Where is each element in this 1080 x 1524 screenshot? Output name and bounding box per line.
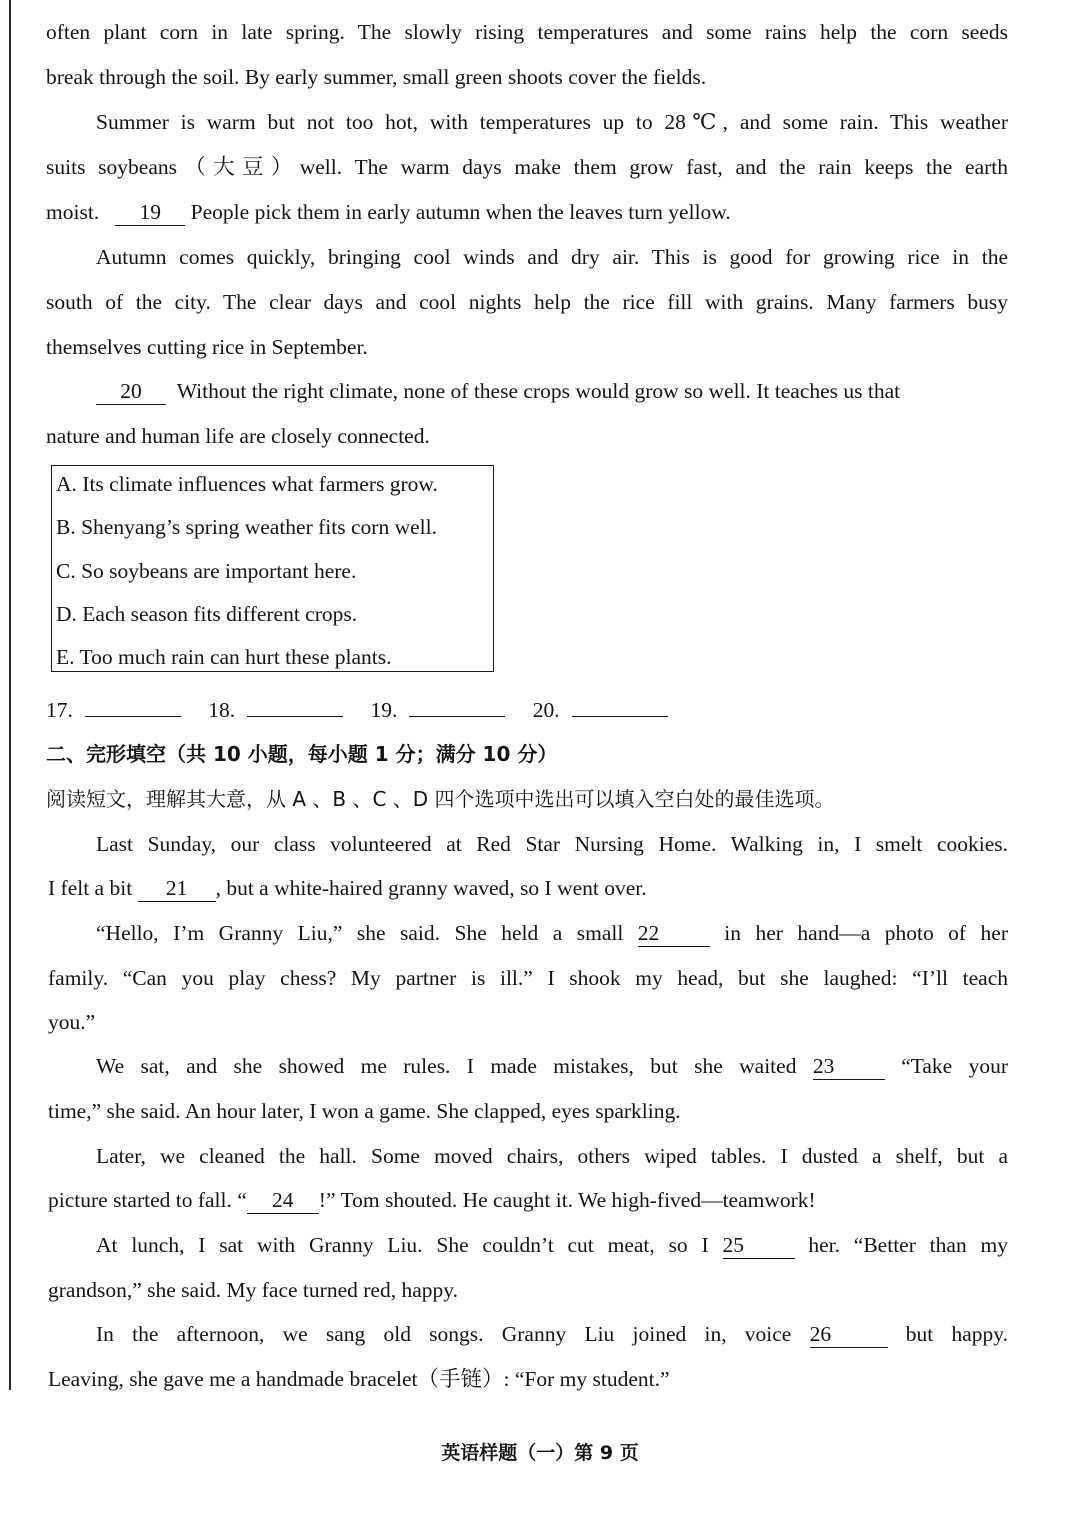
passage1-line: Autumn comes quickly, bringing cool winds and dry air. This is good for growing rice in the — [96, 245, 1008, 269]
passage2-text: !” Tom shouted. He caught it. We high-fived—teamwork! — [318, 1188, 816, 1212]
passage2-text: At lunch, I sat with Granny Liu. She couldn’t cut meat, so I — [96, 1233, 709, 1257]
section-instruction: 阅读短文，理解其大意，从 A 、B 、C 、D 四个选项中选出可以填入空白处的最佳选项。 — [46, 787, 835, 811]
section-heading: 二、完形填空（共 10 小题，每小题 1 分；满分 10 分） — [46, 742, 558, 766]
option-d — [56, 599, 357, 629]
blank-22[interactable]: 22 — [638, 920, 710, 947]
option-e — [56, 642, 391, 672]
option-letter: D. — [56, 602, 77, 626]
passage2-line — [48, 872, 1008, 904]
option-letter: A. — [56, 472, 77, 496]
passage2-line — [96, 917, 1008, 949]
passage2-line: family. “Can you play chess? My partner is ill.” I shook my head, but she laughed: “I’ll teach — [48, 966, 1008, 990]
passage2-line — [96, 1318, 1008, 1350]
blank-20[interactable]: 20 — [96, 378, 166, 405]
answer-blank[interactable] — [572, 716, 668, 717]
passage2-text: “Take your — [901, 1054, 1008, 1078]
passage1-text: Without the right climate, none of these crops would grow so well. It teaches us that — [176, 379, 901, 403]
passage1-line: themselves cutting rice in September. — [46, 335, 368, 359]
passage2-text: in her hand—a photo of her — [724, 921, 1009, 945]
passage2-text: picture started to fall. “ — [48, 1188, 247, 1212]
answer-row — [46, 694, 690, 726]
binding-margin-line — [9, 0, 11, 1390]
blank-25[interactable]: 25 — [723, 1232, 795, 1259]
passage1-line: break through the soil. By early summer, small green shoots cover the fields. — [46, 65, 707, 89]
passage1-line: south of the city. The clear days and cool nights help the rice fill with grains. Many farmers busy — [46, 290, 1008, 314]
passage1-line: often plant corn in late spring. The slowly rising temperatures and some rains help the corn seeds — [46, 20, 1008, 44]
answer-item-19 — [371, 694, 506, 726]
answer-blank[interactable] — [409, 716, 505, 717]
answer-item-17 — [46, 694, 181, 726]
passage2-text: In the afternoon, we sang old songs. Granny Liu joined in, voice — [96, 1322, 792, 1346]
option-text: Too much rain can hurt these plants. — [79, 645, 392, 669]
option-text: So soybeans are important here. — [81, 559, 357, 583]
options-box — [51, 465, 494, 672]
option-text: Shenyang’s spring weather fits corn well. — [81, 515, 437, 539]
passage1-line — [96, 375, 1008, 407]
passage1-line — [46, 196, 1008, 228]
passage1-text: People pick them in early autumn when the leaves turn yellow. — [190, 200, 731, 224]
page-footer: 英语样题（一）第 9 页 — [441, 1442, 639, 1464]
passage2-line: grandson,” she said. My face turned red, happy. — [48, 1278, 458, 1302]
option-letter: C. — [56, 559, 76, 583]
option-text: Its climate influences what farmers grow. — [82, 472, 438, 496]
passage2-line — [96, 1050, 1008, 1082]
answer-number: 18. — [208, 698, 236, 722]
answer-number: 20. — [532, 698, 560, 722]
passage2-line: Last Sunday, our class volunteered at Red Star Nursing Home. Walking in, I smelt cookies. — [96, 832, 1008, 856]
passage2-text: but happy. — [905, 1322, 1008, 1346]
passage1-line: suits soybeans（大豆）well. The warm days make them grow fast, and the rain keeps the earth — [46, 155, 1008, 179]
option-letter: B. — [56, 515, 76, 539]
answer-number: 17. — [46, 698, 73, 722]
passage2-line: Later, we cleaned the hall. Some moved chairs, others wiped tables. I dusted a shelf, but a — [96, 1144, 1008, 1168]
passage1-line: nature and human life are closely connected. — [46, 424, 430, 448]
option-c — [56, 556, 356, 586]
option-a — [56, 469, 438, 499]
passage1-text: moist. — [46, 200, 100, 224]
answer-blank[interactable] — [247, 716, 343, 717]
passage2-line: you.” — [48, 1010, 96, 1034]
passage1-line: Summer is warm but not too hot, with temperatures up to 28℃, and some rain. This weather — [96, 110, 1008, 134]
passage2-line: Leaving, she gave me a handmade bracelet（手链）: “For my student.” — [48, 1367, 670, 1391]
blank-26[interactable]: 26 — [810, 1321, 888, 1348]
passage2-text: I felt a bit — [48, 876, 133, 900]
blank-19[interactable]: 19 — [115, 199, 185, 226]
answer-number: 19. — [370, 698, 398, 722]
passage2-line: time,” she said. An hour later, I won a game. She clapped, eyes sparkling. — [48, 1099, 681, 1123]
passage2-line — [48, 1184, 1008, 1216]
answer-blank[interactable] — [85, 716, 181, 717]
option-text: Each season fits different crops. — [82, 602, 358, 626]
answer-item-20 — [533, 694, 668, 726]
passage2-line — [96, 1229, 1008, 1261]
passage2-text: “Hello, I’m Granny Liu,” she said. She held a small — [96, 921, 624, 945]
option-b — [56, 512, 437, 542]
passage2-text: , but a white-haired granny waved, so I went over. — [215, 876, 647, 900]
passage2-text: her. “Better than my — [808, 1233, 1008, 1257]
option-letter: E. — [56, 645, 75, 669]
passage2-text: We sat, and she showed me rules. I made mistakes, but she waited — [96, 1054, 797, 1078]
blank-24[interactable]: 24 — [247, 1187, 319, 1214]
blank-23[interactable]: 23 — [813, 1053, 885, 1080]
blank-21[interactable]: 21 — [138, 875, 216, 902]
answer-item-18 — [208, 694, 343, 726]
